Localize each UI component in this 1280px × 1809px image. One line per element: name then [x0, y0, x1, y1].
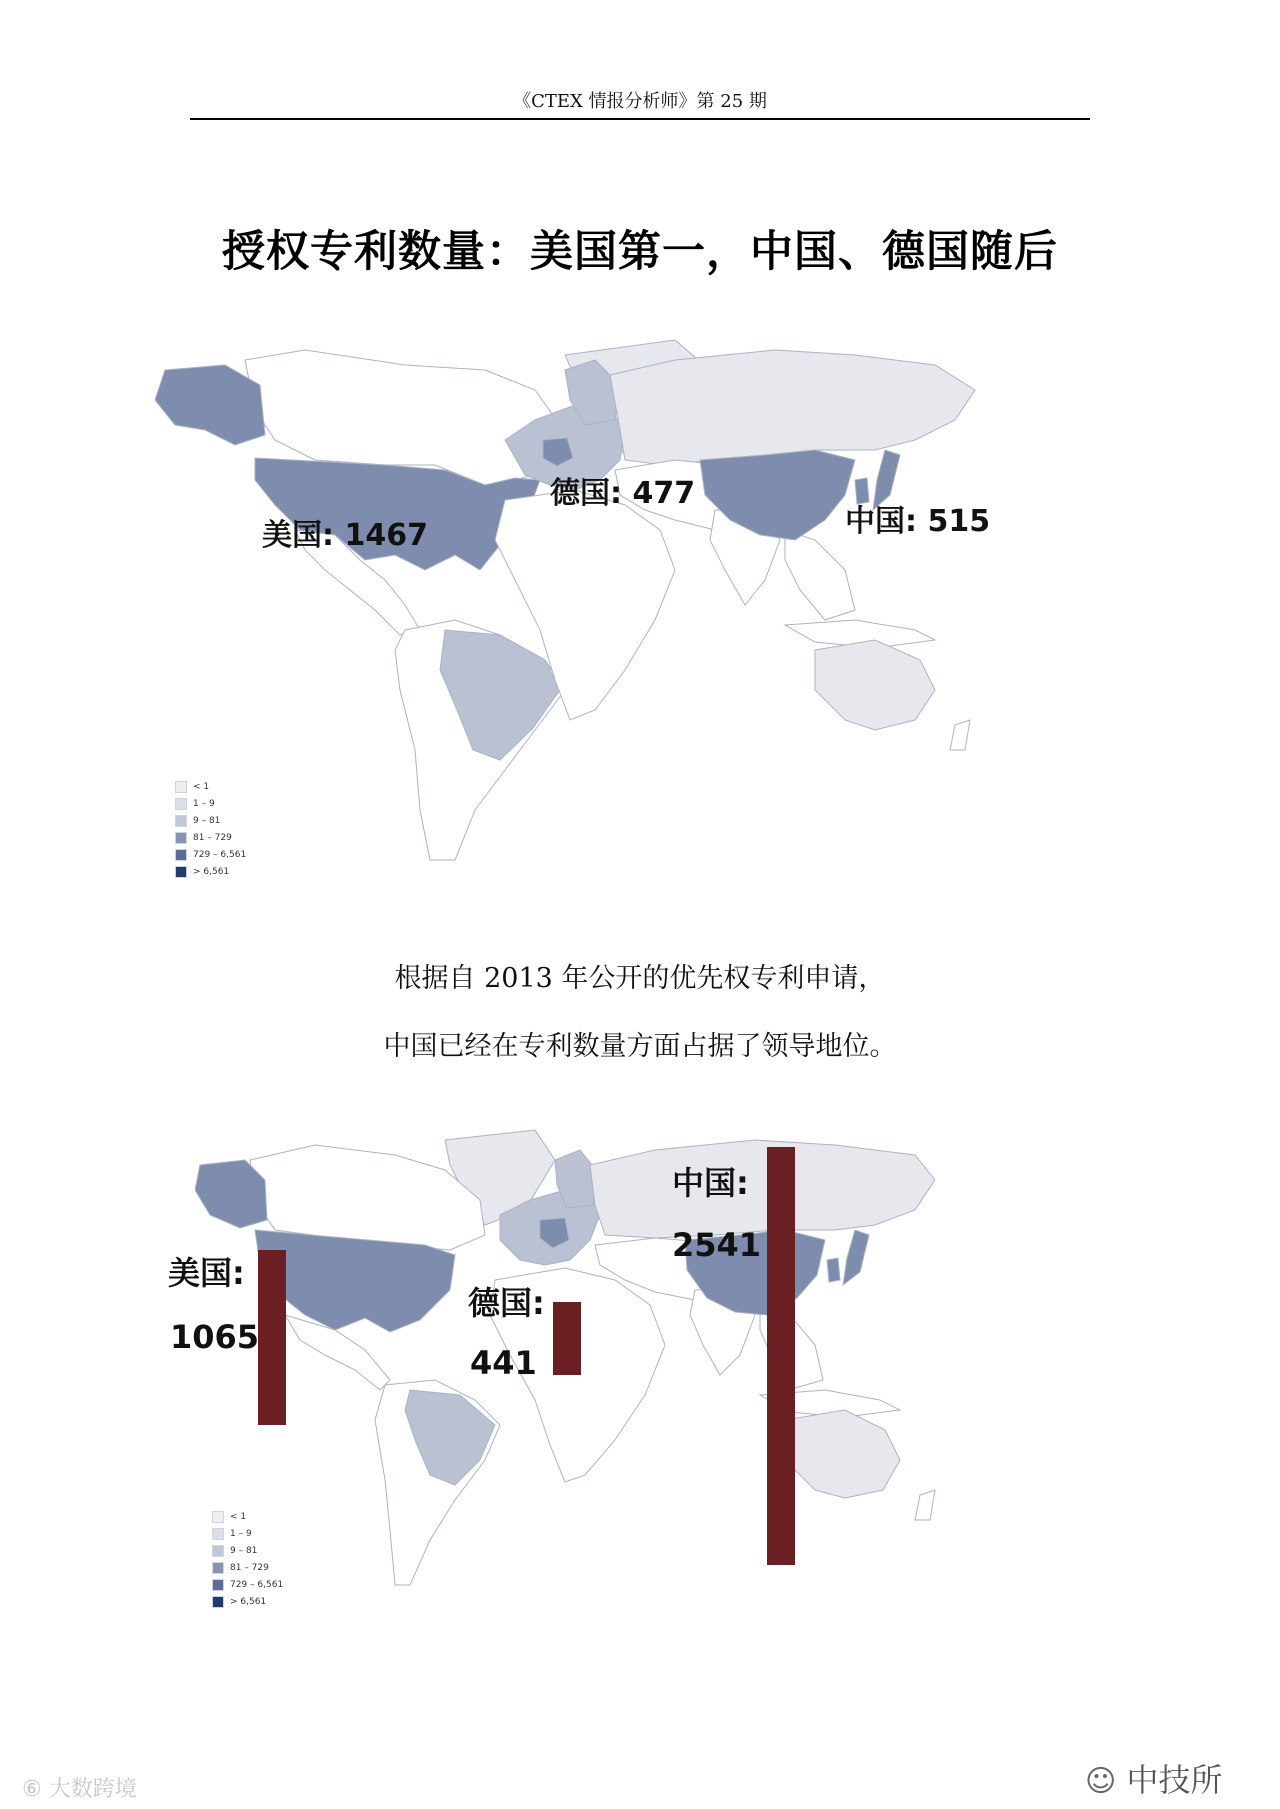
map2-russia — [590, 1140, 935, 1238]
legend-label: 81 – 729 — [193, 832, 232, 843]
footer-left-icon: ⑥ — [22, 1777, 42, 1802]
bar-china — [767, 1147, 795, 1565]
footer-right-logo — [1085, 1755, 1222, 1801]
legend-swatch — [212, 1562, 224, 1574]
legend-item — [212, 1576, 283, 1593]
legend-item — [212, 1508, 283, 1525]
legend-label: 729 – 6,561 — [230, 1579, 284, 1590]
legend-item — [175, 812, 246, 829]
legend-swatch — [212, 1579, 224, 1591]
wechat-icon: ☺ — [1085, 1764, 1117, 1799]
page-header: 《CTEX 情报分析师》第 25 期 — [190, 86, 1090, 120]
legend-label: 729 – 6,561 — [193, 849, 247, 860]
legend-item — [212, 1542, 283, 1559]
legend-label: > 6,561 — [193, 866, 230, 877]
world-map-2-svg — [195, 1120, 1095, 1600]
legend-item — [212, 1593, 283, 1610]
legend-label: 1 – 9 — [193, 798, 215, 809]
map1-label-china: 中国: 515 — [845, 504, 991, 539]
legend-label: 9 – 81 — [193, 815, 221, 826]
footer-right-text: 中技所 — [1126, 1761, 1223, 1799]
map2-label-usa-value: 1065 — [170, 1318, 260, 1356]
map2-japan — [843, 1230, 869, 1285]
map1-southeast-asia — [785, 530, 855, 620]
legend-swatch — [175, 798, 187, 810]
map2-australia — [785, 1410, 900, 1498]
legend-swatch — [212, 1528, 224, 1540]
legend-label: < 1 — [230, 1511, 247, 1522]
map2-new-zealand — [915, 1490, 935, 1520]
legend-swatch — [175, 815, 187, 827]
legend-swatch — [175, 866, 187, 878]
legend-swatch — [175, 849, 187, 861]
legend-label: 1 – 9 — [230, 1528, 252, 1539]
legend-item — [212, 1559, 283, 1576]
legend-item — [175, 778, 246, 795]
world-map-1-svg — [155, 330, 1115, 890]
legend-label: < 1 — [193, 781, 210, 792]
legend-item — [175, 795, 246, 812]
world-map-1 — [155, 330, 1115, 890]
footer-left-text: 大数跨境 — [48, 1777, 137, 1802]
legend-item — [175, 846, 246, 863]
legend-swatch — [212, 1596, 224, 1608]
map1-label-germany: 德国: 477 — [550, 476, 696, 511]
legend-swatch — [212, 1511, 224, 1523]
map1-australia — [815, 640, 935, 730]
map1-new-zealand — [950, 720, 970, 750]
caption-line-2: 中国已经在专利数量方面占据了领导地位。 — [383, 1031, 897, 1062]
map2-label-germany-value: 441 — [470, 1344, 537, 1382]
legend-label: > 6,561 — [230, 1596, 267, 1607]
map2-label-usa-name: 美国: — [168, 1254, 245, 1292]
world-map-2 — [195, 1120, 1095, 1600]
map1-russia — [610, 350, 975, 465]
map2-legend — [212, 1508, 283, 1610]
legend-label: 9 – 81 — [230, 1545, 258, 1556]
map1-legend — [175, 778, 246, 880]
map2-label-germany-name: 德国: — [468, 1284, 545, 1322]
map2-label-china-name: 中国: — [672, 1164, 749, 1202]
legend-swatch — [212, 1545, 224, 1557]
legend-swatch — [175, 832, 187, 844]
legend-item — [175, 863, 246, 880]
footer-left-logo — [22, 1772, 137, 1803]
page-title: 授权专利数量：美国第一，中国、德国随后 — [222, 227, 1058, 277]
legend-item — [175, 829, 246, 846]
map2-korea — [827, 1258, 840, 1282]
bar-usa — [258, 1250, 286, 1425]
legend-label: 81 – 729 — [230, 1562, 269, 1573]
legend-item — [212, 1525, 283, 1542]
caption-line-1: 根据自 2013 年公开的优先权专利申请， — [394, 963, 886, 994]
bar-germany — [553, 1302, 581, 1375]
map2-label-china-value: 2541 — [672, 1226, 762, 1264]
legend-swatch — [175, 781, 187, 793]
map1-label-usa: 美国: 1467 — [262, 518, 428, 553]
